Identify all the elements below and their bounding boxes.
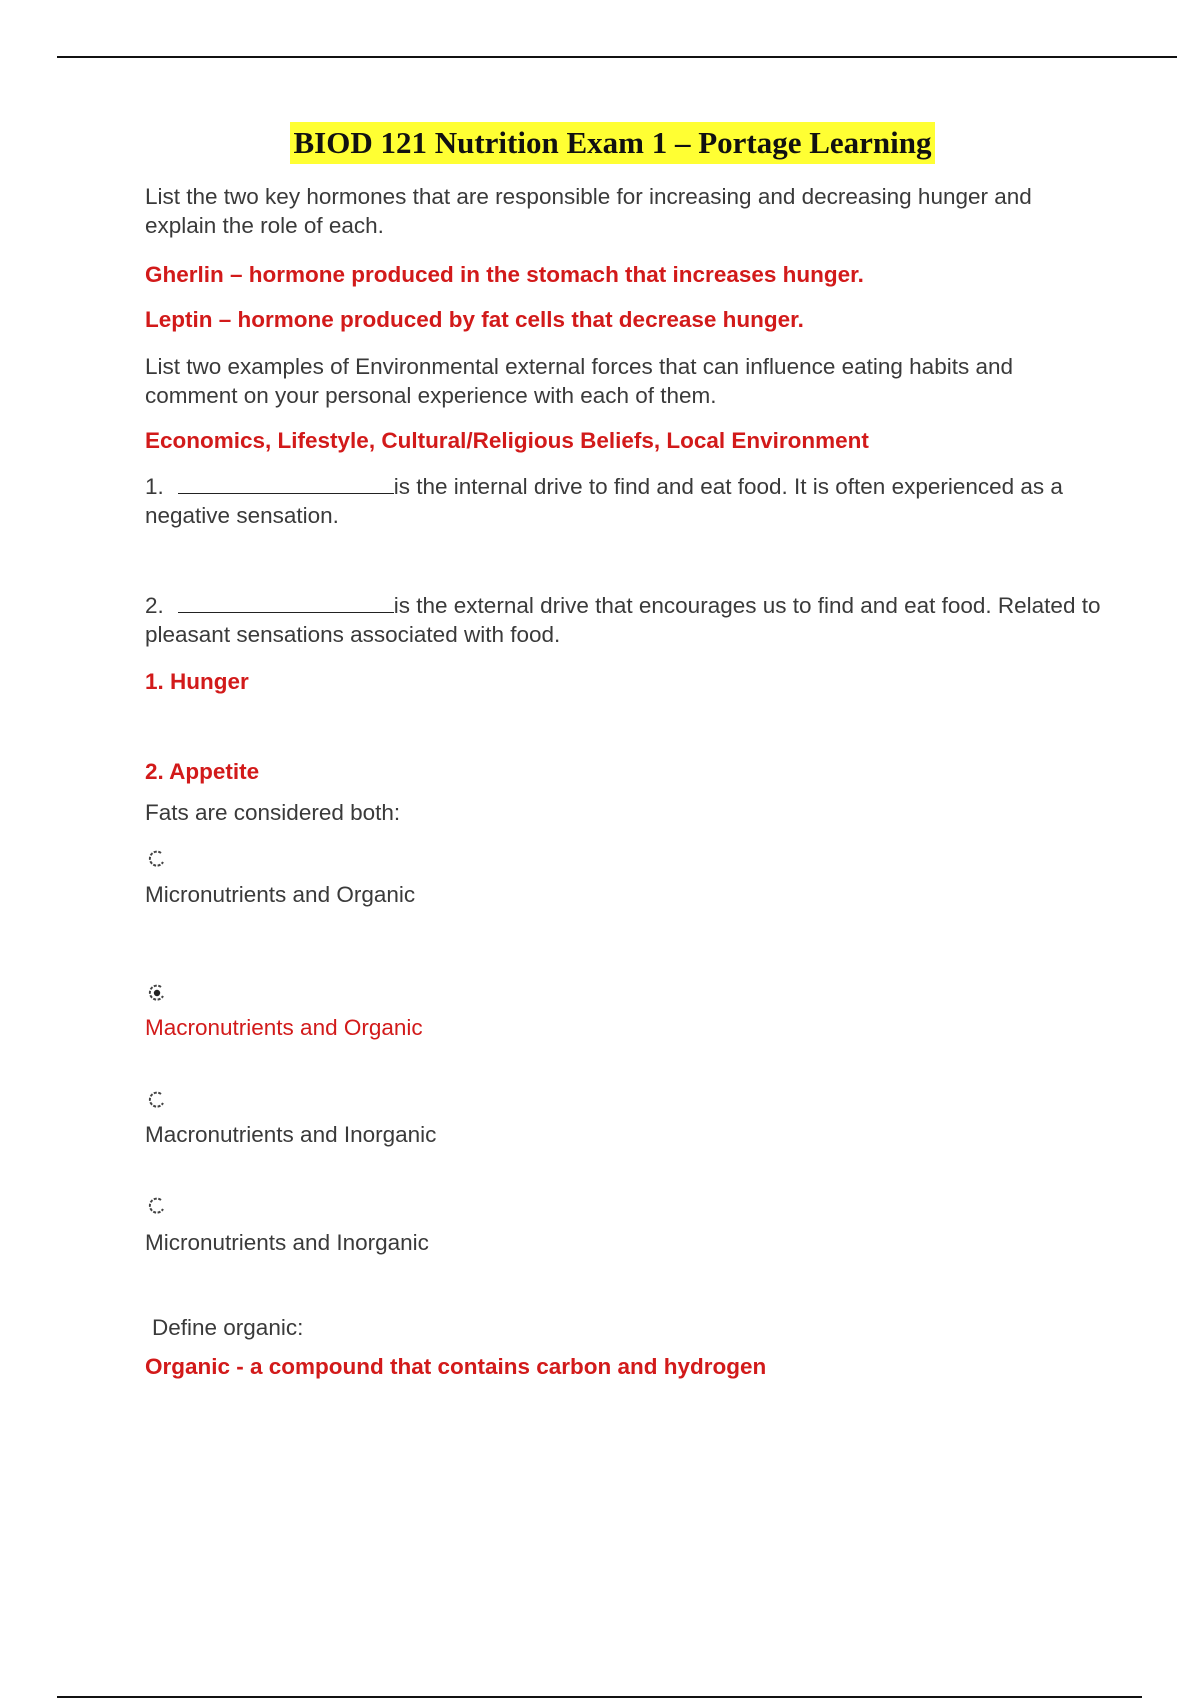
- question-fill-blank-2: [145, 591, 1105, 649]
- option-2-label: Macronutrients and Organic: [145, 1015, 423, 1040]
- fill-blank-1-number: 1.: [145, 474, 164, 499]
- question-environment-prompt: List two examples of Environmental external forces that can influence eating habits and comment on your personal experience with each of them.: [145, 354, 1013, 408]
- option-1-label: Micronutrients and Organic: [145, 882, 416, 907]
- answer-gherlin: Gherlin – hormone produced in the stomach that increases hunger.: [145, 262, 864, 287]
- answer-environment: Economics, Lifestyle, Cultural/Religious Beliefs, Local Environment: [145, 428, 869, 453]
- fill-blank-1-text: is the internal drive to find and eat food. It is often experienced as a negative sensation.: [145, 474, 1063, 528]
- question-fats-prompt: Fats are considered both:: [145, 800, 401, 825]
- page-title: BIOD 121 Nutrition Exam 1 – Portage Learning: [290, 122, 934, 164]
- title-container: [0, 122, 1200, 164]
- radio-option-1[interactable]: [147, 849, 167, 869]
- question-fill-blank-1: [145, 472, 1105, 530]
- answer-organic: Organic - a compound that contains carbon and hydrogen: [145, 1354, 767, 1379]
- fill-blank-2-text: is the external drive that encourages us to find and eat food. Related to pleasant sensations associated with food.: [145, 593, 1101, 647]
- option-3-label: Macronutrients and Inorganic: [145, 1122, 437, 1147]
- header-rule: [57, 56, 1177, 58]
- radio-option-2-selected[interactable]: [147, 983, 167, 1003]
- question-organic-prompt: Define organic:: [152, 1315, 304, 1340]
- answer-appetite: 2. Appetite: [145, 759, 260, 784]
- answer-hunger: 1. Hunger: [145, 669, 249, 694]
- radio-option-3[interactable]: [147, 1090, 167, 1110]
- fill-blank-2-line: [178, 592, 394, 613]
- option-4-label: Micronutrients and Inorganic: [145, 1230, 429, 1255]
- question-hormones-prompt: List the two key hormones that are responsible for increasing and decreasing hunger and explain the role of each.: [145, 184, 1032, 238]
- footer-rule: [57, 1696, 1142, 1698]
- answer-leptin: Leptin – hormone produced by fat cells that decrease hunger.: [145, 307, 804, 332]
- fill-blank-2-number: 2.: [145, 593, 164, 618]
- fill-blank-1-line: [178, 473, 394, 494]
- radio-option-4[interactable]: [147, 1196, 167, 1216]
